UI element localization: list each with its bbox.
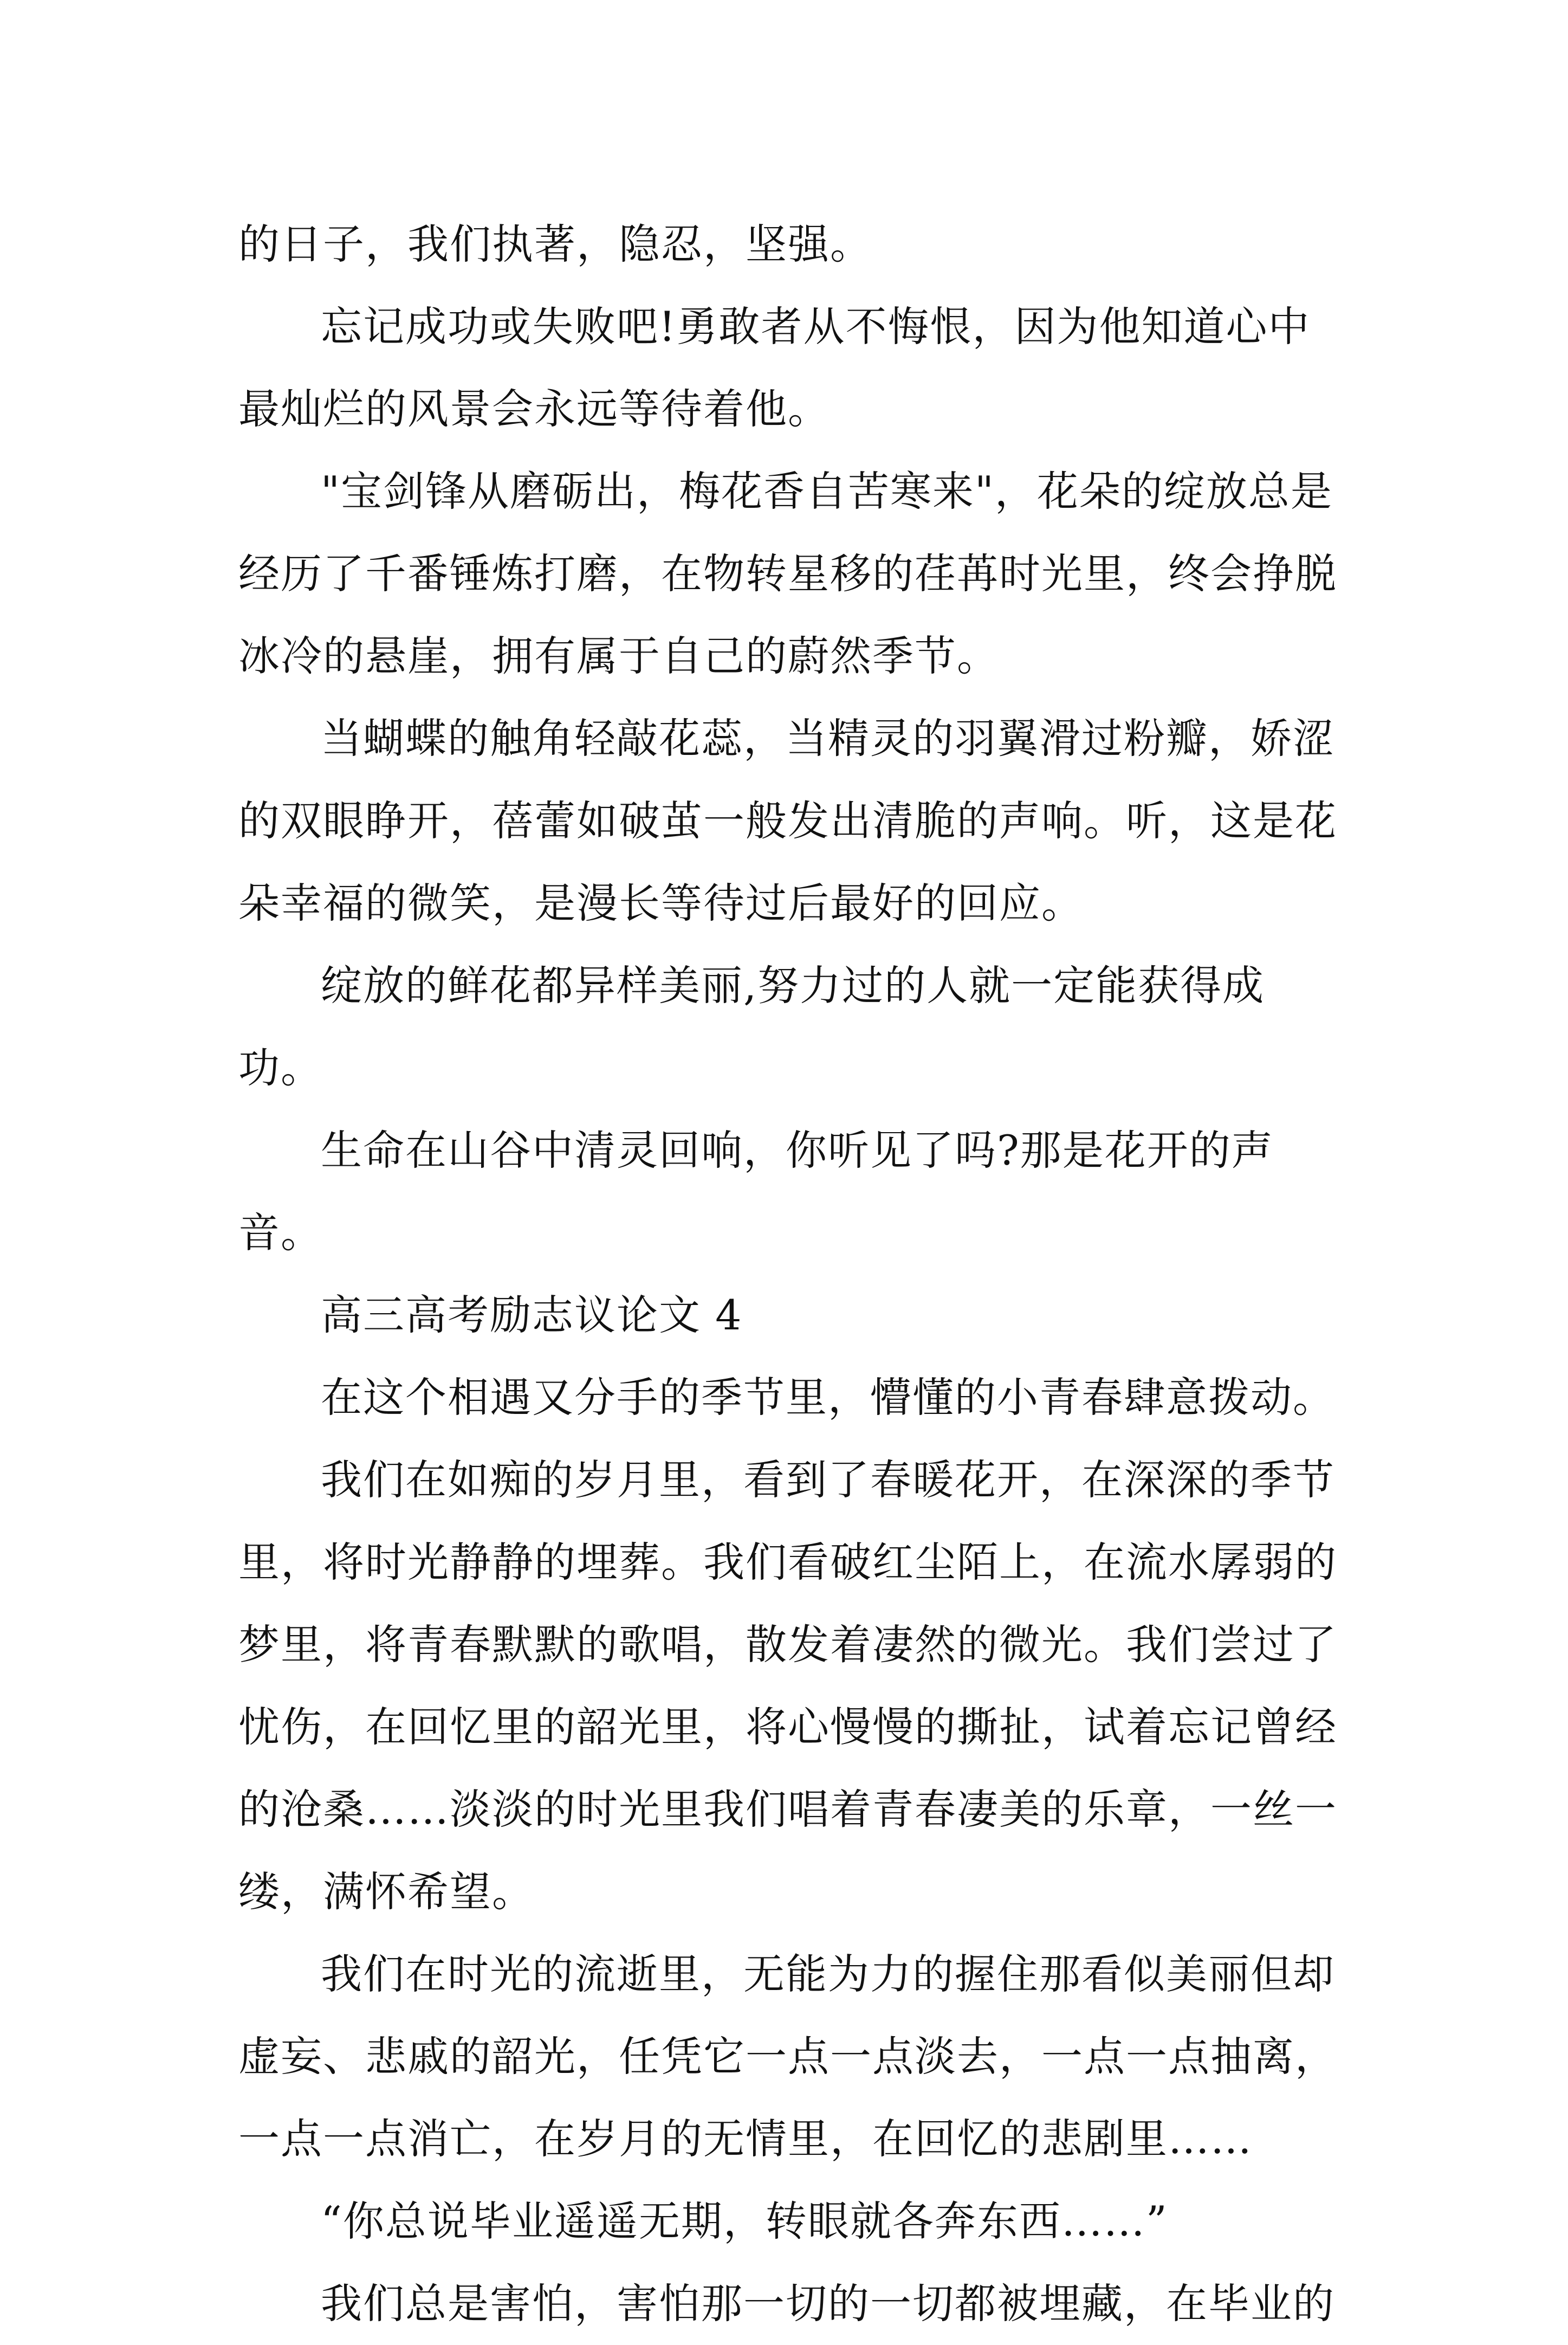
paragraph-11: 我们总是害怕，害怕那一切的一切都被埋藏，在毕业的 [321,2279,1335,2328]
document-body [238,203,1344,2345]
section-heading: 高三高考励志议论文 4 [321,1291,743,1339]
paragraph-7: 在这个相遇又分手的季节里，懵懂的小青春肆意拨动。 [321,1373,1335,1422]
paragraph-5: 绽放的鲜花都异样美丽,努力过的人就一定能获得成功。 [238,961,1265,1092]
paragraph-3: "宝剑锋从磨砺出，梅花香自苦寒来"，花朵的绽放总是经历了千番锤炼打磨，在物转星移的荏苒时光里，终会挣脱冰冷的悬崖，拥有属于自己的蔚然季节。 [238,467,1337,680]
paragraph-6: 生命在山谷中清灵回响，你听见了吗?那是花开的声音。 [238,1126,1274,1257]
paragraph-10: “你总说毕业遥遥无期，转眼就各奔东西……” [321,2197,1168,2245]
paragraph-8: 我们在如痴的岁月里，看到了春暖花开，在深深的季节里，将时光静静的埋葬。我们看破红尘陌上，在流水孱弱的梦里，将青春默默的歌唱，散发着凄然的微光。我们尝过了忧伤，在回忆里的韶光里，将心慢慢的撕扯，试着忘记曾经的沧桑……淡淡的时光里我们唱着青春凄美的乐章，一丝一缕，满怀希望。 [238,1456,1337,1916]
paragraph-4: 当蝴蝶的触角轻敲花蕊，当精灵的羽翼滑过粉瓣，娇涩的双眼睁开，蓓蕾如破茧一般发出清脆的声响。听，这是花朵幸福的微笑，是漫长等待过后最好的回应。 [238,714,1337,927]
paragraph-1: 的日子，我们执著，隐忍，坚强。 [238,220,872,268]
paragraph-2: 忘记成功或失败吧!勇敢者从不悔恨，因为他知道心中最灿烂的风景会永远等待着他。 [238,302,1311,433]
paragraph-9: 我们在时光的流逝里，无能为力的握住那看似美丽但却虚妄、悲戚的韶光，任凭它一点一点淡去，一点一点抽离，一点一点消亡，在岁月的无情里，在回忆的悲剧里…… [238,1950,1337,2163]
